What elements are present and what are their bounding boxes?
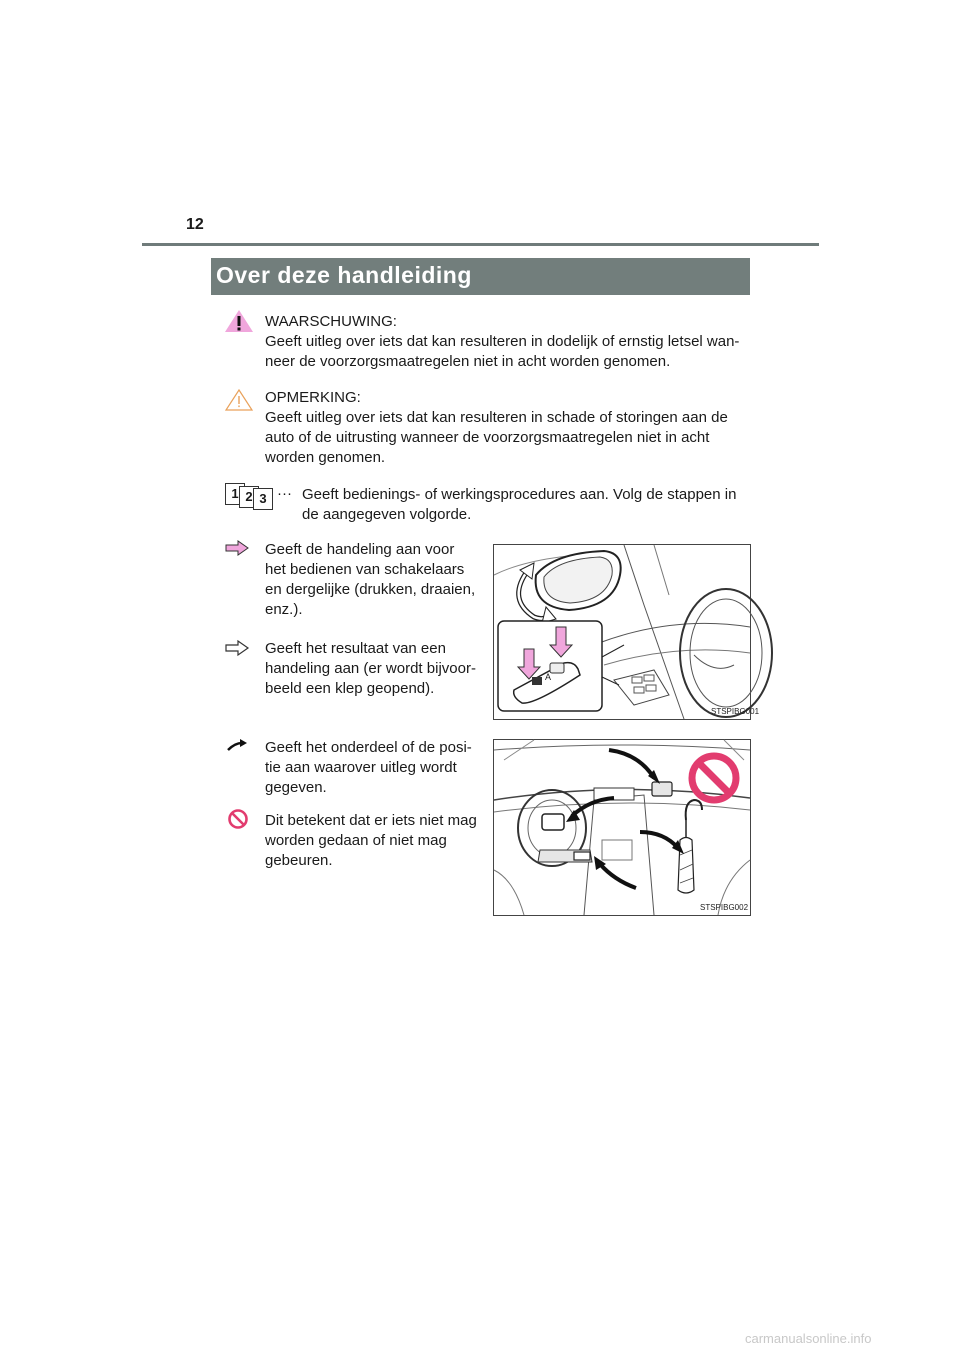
prohibited-text-line: Dit betekent dat er iets niet mag	[265, 812, 477, 829]
figure-code-2: STSPIBG002	[700, 903, 749, 912]
notice-text-line: Geeft uitleg over iets dat kan resulteren in schade of storingen aan de	[265, 409, 728, 426]
result-text-line: beeld een klep geopend).	[265, 680, 435, 697]
pointer-text-line: tie aan waarover uitleg wordt	[265, 759, 457, 776]
warning-block	[265, 312, 745, 372]
key-label: A	[545, 672, 552, 682]
action-text-line: en dergelijke (drukken, draaien,	[265, 581, 476, 598]
outline-arrow-icon	[225, 640, 249, 656]
notice-label: OPMERKING:	[265, 389, 361, 406]
pointer-text-line: gegeven.	[265, 779, 327, 796]
notice-text-line: auto of de uitrusting wanneer de voorzorgsmaatregelen niet in acht	[265, 429, 710, 446]
interior-prohibited-illustration	[493, 739, 751, 916]
page-number: 12	[186, 216, 204, 233]
mirror-switch-illustration	[493, 544, 760, 720]
result-text-line: Geeft het resultaat van een	[265, 640, 446, 657]
warning-text-line: Geeft uitleg over iets dat kan resulteren in dodelijk of ernstig letsel wan-	[265, 333, 740, 350]
steps-text-line: de aangegeven volgorde.	[302, 506, 472, 523]
steps-block	[302, 485, 746, 525]
section-title: Over deze handleiding	[216, 262, 472, 288]
prohibited-text-line: worden gedaan of niet mag	[265, 832, 447, 849]
figure-code-1: STSPIBG001	[711, 707, 760, 716]
warning-text-line: neer de voorzorgsmaatregelen niet in acht worden genomen.	[265, 353, 671, 370]
step-digit: 2	[239, 486, 259, 508]
pointer-arrow-icon	[226, 738, 248, 752]
step-digit: 3	[253, 488, 273, 510]
step-digit: 1	[225, 483, 245, 505]
notice-block	[265, 388, 745, 468]
warning-triangle-filled-icon	[224, 309, 254, 333]
steps-ellipsis: ···	[277, 485, 292, 502]
warning-label: WAARSCHUWING:	[265, 313, 397, 330]
watermark: carmanualsonline.info	[745, 1331, 872, 1346]
prohibited-block	[265, 811, 479, 871]
prohibited-text-line: gebeuren.	[265, 852, 333, 869]
prohibited-icon	[227, 808, 249, 830]
pink-arrow-icon	[225, 540, 249, 556]
action-text-line: het bedienen van schakelaars	[265, 561, 465, 578]
top-rule	[142, 243, 819, 246]
result-arrow-block	[265, 639, 479, 699]
step-numbers-icon	[225, 483, 275, 509]
action-text-line: enz.).	[265, 601, 303, 618]
notice-triangle-outline-icon	[224, 388, 254, 412]
result-text-line: handeling aan (er wordt bijvoor-	[265, 660, 476, 677]
action-text-line: Geeft de handeling aan voor	[265, 541, 455, 558]
pointer-block	[265, 738, 479, 798]
notice-text-line: worden genomen.	[265, 449, 386, 466]
pointer-text-line: Geeft het onderdeel of de posi-	[265, 739, 472, 756]
action-arrow-block	[265, 540, 479, 620]
steps-text-line: Geeft bedienings- of werkingsprocedures aan. Volg de stappen in	[302, 486, 737, 503]
